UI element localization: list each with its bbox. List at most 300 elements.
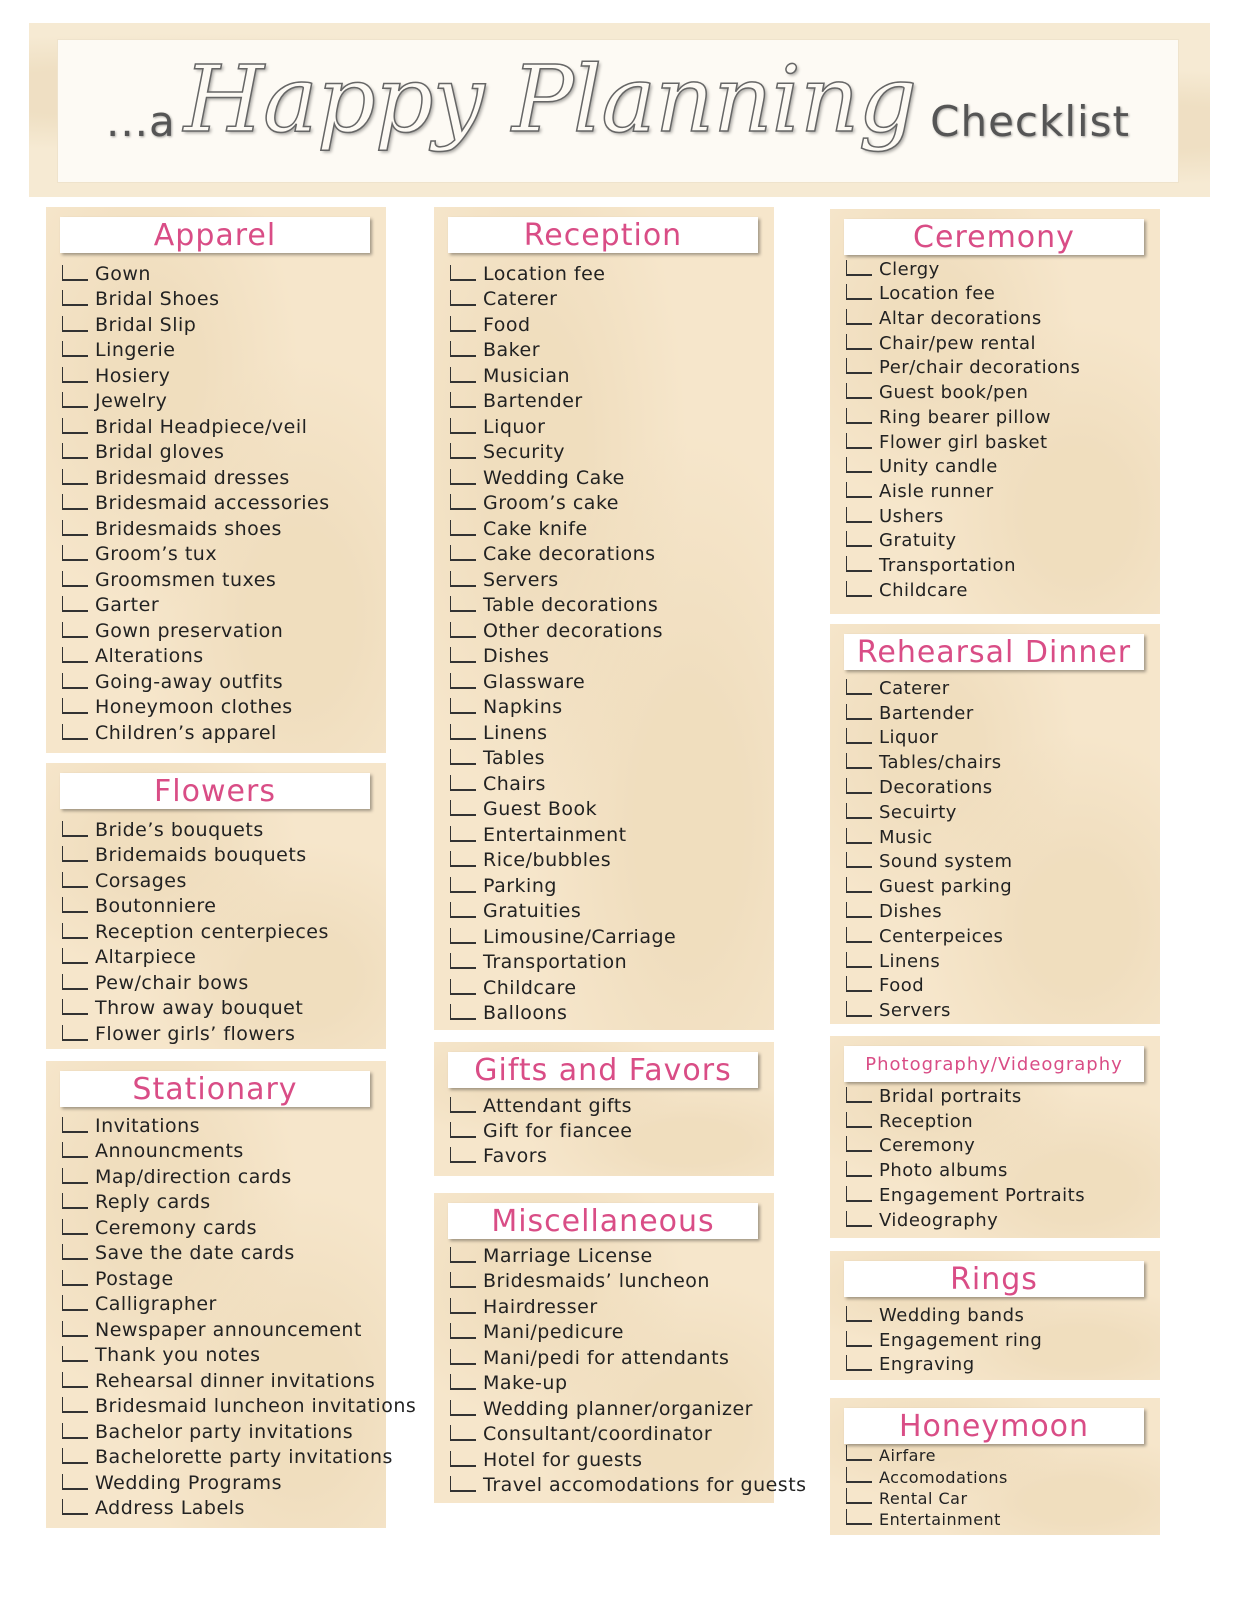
item-label: Jewelry <box>95 390 168 412</box>
checklist-item <box>846 428 1156 453</box>
checkbox-blank[interactable] <box>62 571 88 587</box>
checklist-item <box>62 1443 393 1469</box>
checklist-item <box>846 922 1156 947</box>
item-label: Dishes <box>483 645 550 667</box>
item-label: Engraving <box>879 1354 975 1376</box>
checklist-item <box>846 453 1156 478</box>
item-label: Bridesmaids shoes <box>95 517 282 540</box>
item-label: Save the date cards <box>95 1242 295 1264</box>
checkbox-blank[interactable] <box>846 976 872 992</box>
item-label: Wedding bands <box>879 1304 1025 1326</box>
checkbox-blank[interactable] <box>450 443 476 459</box>
checkbox-blank[interactable] <box>62 622 88 638</box>
checkbox-blank[interactable] <box>62 1142 88 1158</box>
item-label: Mani/pedi for attendants <box>483 1346 730 1369</box>
checkbox-blank[interactable] <box>450 902 476 918</box>
checkbox-blank[interactable] <box>846 457 872 473</box>
checkbox-blank[interactable] <box>62 673 88 689</box>
ceremony-section <box>830 209 1160 614</box>
item-label: Music <box>879 826 933 848</box>
checklist-item <box>62 514 382 540</box>
checkbox-blank[interactable] <box>450 953 476 969</box>
item-label: Gratuity <box>879 530 957 552</box>
checkbox-blank[interactable] <box>62 974 88 990</box>
checkbox-blank[interactable] <box>450 545 476 561</box>
checklist-item <box>846 1206 1156 1231</box>
item-label: Groomsmen tuxes <box>95 568 277 591</box>
checkbox-blank[interactable] <box>846 284 872 300</box>
item-label: Bridesmaid accessories <box>95 492 330 514</box>
item-label: Groom’s cake <box>483 492 619 514</box>
item-label: Secuirty <box>879 801 957 823</box>
checklist-item <box>62 540 382 566</box>
checkbox-blank[interactable] <box>62 265 88 281</box>
section-title: Gifts and Favors <box>448 1052 758 1088</box>
checklist-item <box>450 693 770 719</box>
checklist-item <box>62 892 382 918</box>
checklist-item <box>62 815 382 841</box>
checklist-item <box>846 1351 1156 1376</box>
checkbox-blank[interactable] <box>846 1161 872 1177</box>
checklist-item <box>846 304 1156 329</box>
item-label: Hosiery <box>95 364 171 387</box>
checklist-item <box>450 1267 770 1293</box>
checklist-items <box>846 255 1156 601</box>
checkbox-blank[interactable] <box>846 778 872 794</box>
item-label: Guest Book <box>483 798 598 820</box>
item-label: Rehearsal dinner invitations <box>95 1369 376 1392</box>
item-label: Glassware <box>483 670 586 693</box>
checklist-item <box>62 1213 382 1239</box>
checklist-item <box>62 1019 382 1045</box>
checklist-item <box>450 1092 770 1117</box>
item-label: Going-away outfits <box>95 670 284 693</box>
checkbox-blank[interactable] <box>450 1272 476 1288</box>
checkbox-blank[interactable] <box>846 1087 872 1103</box>
checkbox-blank[interactable] <box>846 852 872 868</box>
checkbox-blank[interactable] <box>450 469 476 485</box>
item-label: Liquor <box>879 727 939 749</box>
item-label: Entertainment <box>879 1510 1001 1530</box>
checkbox-blank[interactable] <box>450 494 476 510</box>
item-label: Dishes <box>879 900 943 922</box>
checklist-item <box>450 897 770 923</box>
checkbox-blank[interactable] <box>62 545 88 561</box>
checkbox-blank[interactable] <box>62 948 88 964</box>
item-label: Lingerie <box>95 339 176 361</box>
checklist-item <box>62 1239 382 1265</box>
checkbox-blank[interactable] <box>62 1168 88 1184</box>
checklist-item <box>846 972 1156 997</box>
checkbox-blank[interactable] <box>62 1397 88 1413</box>
checklist-item <box>450 514 770 540</box>
item-label: Per/chair decorations <box>879 357 1081 379</box>
item-label: Cake decorations <box>483 543 656 565</box>
checkbox-blank[interactable] <box>846 408 872 424</box>
item-label: Flower girl basket <box>879 431 1048 453</box>
checkbox-blank[interactable] <box>62 1499 88 1515</box>
checklist-item <box>62 336 382 362</box>
item-label: Mani/pedicure <box>483 1321 624 1343</box>
item-label: Wedding Cake <box>483 466 625 489</box>
section-title: Photography/Videography <box>844 1046 1144 1082</box>
item-label: Balloons <box>483 1002 568 1024</box>
checkbox-blank[interactable] <box>846 803 872 819</box>
section-title: Reception <box>448 217 758 253</box>
checklist-items <box>62 259 382 744</box>
item-label: Wedding planner/organizer <box>483 1397 753 1420</box>
item-label: Aisle runner <box>879 480 994 502</box>
item-label: Guest book/pen <box>879 382 1029 404</box>
checklist-item <box>846 1465 1156 1486</box>
item-label: Bridal portraits <box>879 1085 1022 1107</box>
checklist-items <box>450 1241 807 1496</box>
checklist-item <box>62 1290 382 1316</box>
checkbox-blank[interactable] <box>450 673 476 689</box>
checkbox-blank[interactable] <box>62 316 88 332</box>
checklist-item <box>846 527 1156 552</box>
checklist-item <box>62 917 382 943</box>
checkbox-blank[interactable] <box>62 1295 88 1311</box>
checkbox-blank[interactable] <box>846 482 872 498</box>
checklist-item <box>450 744 770 770</box>
checkbox-blank[interactable] <box>846 728 872 744</box>
item-label: Videography <box>879 1209 999 1231</box>
checklist-item <box>450 336 770 362</box>
checkbox-blank[interactable] <box>450 571 476 587</box>
checkbox-blank[interactable] <box>62 872 88 888</box>
checklist-item <box>450 1117 770 1142</box>
item-label: Consultant/coordinator <box>483 1423 713 1445</box>
item-label: Marriage License <box>483 1244 653 1267</box>
checkbox-blank[interactable] <box>62 341 88 357</box>
checklist-item <box>450 285 770 311</box>
checkbox-blank[interactable] <box>62 1193 88 1209</box>
checklist-item <box>846 823 1156 848</box>
checkbox-blank[interactable] <box>846 556 872 572</box>
item-label: Transportation <box>879 554 1016 576</box>
checkbox-blank[interactable] <box>62 897 88 913</box>
checkbox-blank[interactable] <box>450 698 476 714</box>
item-label: Sound system <box>879 851 1013 873</box>
checkbox-blank[interactable] <box>450 316 476 332</box>
checkbox-blank[interactable] <box>846 704 872 720</box>
checkbox-blank[interactable] <box>846 531 872 547</box>
checklist-item <box>450 1445 770 1471</box>
checklist-item <box>62 1264 382 1290</box>
item-label: Bride’s bouquets <box>95 818 264 841</box>
checkbox-blank[interactable] <box>450 647 476 663</box>
checklist-item <box>62 361 382 387</box>
checklist-item <box>62 994 382 1020</box>
honeymoon-section <box>830 1398 1160 1535</box>
checklist-item <box>846 1107 1156 1132</box>
checkbox-blank[interactable] <box>846 1488 872 1504</box>
checkbox-blank[interactable] <box>62 520 88 536</box>
checkbox-blank[interactable] <box>450 724 476 740</box>
checkbox-blank[interactable] <box>846 581 872 597</box>
checkbox-blank[interactable] <box>846 1445 872 1461</box>
checkbox-blank[interactable] <box>450 367 476 383</box>
item-label: Bridesmaid luncheon invitations <box>95 1395 417 1417</box>
item-label: Linens <box>483 721 548 744</box>
item-label: Linens <box>879 950 941 972</box>
item-label: Security <box>483 441 566 463</box>
item-label: Other decorations <box>483 619 664 642</box>
checklist-item <box>450 259 770 285</box>
checklist-item <box>450 820 770 846</box>
checklist-items <box>846 1082 1156 1231</box>
checkbox-blank[interactable] <box>62 469 88 485</box>
item-label: Guest parking <box>879 876 1013 898</box>
checkbox-blank[interactable] <box>450 520 476 536</box>
apparel-section <box>46 207 386 753</box>
checkbox-blank[interactable] <box>846 433 872 449</box>
checklist-item <box>62 667 382 693</box>
page-title <box>58 40 1178 182</box>
checkbox-blank[interactable] <box>62 1423 88 1439</box>
item-label: Bridal gloves <box>95 441 225 463</box>
checkbox-blank[interactable] <box>450 1147 476 1163</box>
checklist-item <box>62 616 382 642</box>
checklist-item <box>62 1315 382 1341</box>
checkbox-blank[interactable] <box>62 1025 88 1041</box>
item-label: Chairs <box>483 772 546 795</box>
item-label: Rice/bubbles <box>483 849 612 871</box>
checkbox-blank[interactable] <box>846 952 872 968</box>
item-label: Accomodations <box>879 1467 1008 1487</box>
checkbox-blank[interactable] <box>62 821 88 837</box>
checklist-item <box>62 1162 382 1188</box>
checkbox-blank[interactable] <box>450 1323 476 1339</box>
checkbox-blank[interactable] <box>846 334 872 350</box>
checklist-item <box>450 387 770 413</box>
checkbox-blank[interactable] <box>450 1374 476 1390</box>
checklist-item <box>846 1508 1156 1529</box>
checkbox-blank[interactable] <box>62 923 88 939</box>
item-label: Caterer <box>483 288 558 310</box>
checkbox-blank[interactable] <box>846 383 872 399</box>
checkbox-blank[interactable] <box>450 800 476 816</box>
checkbox-blank[interactable] <box>450 1122 476 1138</box>
checkbox-blank[interactable] <box>62 367 88 383</box>
checkbox-blank[interactable] <box>450 392 476 408</box>
checkbox-blank[interactable] <box>450 877 476 893</box>
checklist-item <box>62 438 382 464</box>
item-label: Photo albums <box>879 1160 1008 1182</box>
checklist-item <box>62 642 382 668</box>
checkbox-blank[interactable] <box>62 1244 88 1260</box>
checklist-item <box>846 280 1156 305</box>
checklist-item <box>846 872 1156 897</box>
item-label: Cake knife <box>483 517 588 540</box>
checkbox-blank[interactable] <box>846 358 872 374</box>
checkbox-blank[interactable] <box>62 1372 88 1388</box>
item-label: Wedding Programs <box>95 1471 282 1494</box>
checklist-item <box>450 871 770 897</box>
checkbox-blank[interactable] <box>450 979 476 995</box>
checkbox-blank[interactable] <box>62 724 88 740</box>
checklist-item <box>846 378 1156 403</box>
checkbox-blank[interactable] <box>450 596 476 612</box>
checkbox-blank[interactable] <box>62 1448 88 1464</box>
checkbox-blank[interactable] <box>846 679 872 695</box>
item-label: Bachelorette party invitations <box>95 1446 393 1468</box>
checklist-item <box>450 1394 770 1420</box>
checkbox-blank[interactable] <box>450 1400 476 1416</box>
item-label: Rental Car <box>879 1488 968 1508</box>
checkbox-blank[interactable] <box>450 1349 476 1365</box>
checkbox-blank[interactable] <box>846 507 872 523</box>
item-label: Bridemaids bouquets <box>95 844 307 866</box>
checklist-item <box>846 1301 1156 1326</box>
checkbox-blank[interactable] <box>62 1117 88 1133</box>
rehearsal-dinner-section <box>830 624 1160 1024</box>
checkbox-blank[interactable] <box>450 290 476 306</box>
item-label: Hairdresser <box>483 1295 598 1318</box>
item-label: Reply cards <box>95 1191 211 1213</box>
item-label: Thank you notes <box>95 1344 261 1366</box>
checkbox-blank[interactable] <box>62 596 88 612</box>
checkbox-blank[interactable] <box>450 1476 476 1492</box>
checkbox-blank[interactable] <box>62 846 88 862</box>
reception-section <box>434 207 774 1030</box>
checklist-item <box>450 310 770 336</box>
checkbox-blank[interactable] <box>62 418 88 434</box>
checkbox-blank[interactable] <box>846 1355 872 1371</box>
checkbox-blank[interactable] <box>846 1331 872 1347</box>
checklist-items <box>846 1444 1156 1529</box>
item-label: Centerpeices <box>879 925 1004 947</box>
checkbox-blank[interactable] <box>450 1097 476 1113</box>
checkbox-blank[interactable] <box>450 851 476 867</box>
checkbox-blank[interactable] <box>450 1298 476 1314</box>
item-label: Clergy <box>879 258 940 280</box>
item-label: Map/direction cards <box>95 1165 292 1188</box>
title-suffix: Checklist <box>930 97 1131 146</box>
checklist-item <box>846 255 1156 280</box>
checkbox-blank[interactable] <box>450 1451 476 1467</box>
checklist-item <box>846 724 1156 749</box>
checklist-item <box>450 438 770 464</box>
checkbox-blank[interactable] <box>62 1474 88 1490</box>
checkbox-blank[interactable] <box>846 902 872 918</box>
checkbox-blank[interactable] <box>846 1001 872 1017</box>
checkbox-blank[interactable] <box>450 928 476 944</box>
item-label: Transportation <box>483 951 628 973</box>
checkbox-blank[interactable] <box>450 775 476 791</box>
checklist-item <box>450 463 770 489</box>
item-label: Ceremony cards <box>95 1216 258 1239</box>
checkbox-blank[interactable] <box>62 290 88 306</box>
checkbox-blank[interactable] <box>62 443 88 459</box>
item-label: Newspaper announcement <box>95 1318 362 1341</box>
item-label: Ring bearer pillow <box>879 406 1051 428</box>
checklist-item <box>846 477 1156 502</box>
item-label: Honeymoon clothes <box>95 696 293 718</box>
checkbox-blank[interactable] <box>450 265 476 281</box>
checklist-item <box>450 718 770 744</box>
checkbox-blank[interactable] <box>62 1346 88 1362</box>
checkbox-blank[interactable] <box>450 1247 476 1263</box>
checkbox-blank[interactable] <box>846 1211 872 1227</box>
checklist-item <box>450 1420 770 1446</box>
checkbox-blank[interactable] <box>62 698 88 714</box>
checkbox-blank[interactable] <box>62 647 88 663</box>
section-title: Miscellaneous <box>448 1203 758 1239</box>
checkbox-blank[interactable] <box>846 1186 872 1202</box>
checklist-item <box>846 1082 1156 1107</box>
item-label: Reception centerpieces <box>95 920 329 943</box>
item-label: Reception <box>879 1110 974 1132</box>
checkbox-blank[interactable] <box>846 1112 872 1128</box>
item-label: Limousine/Carriage <box>483 925 677 948</box>
checklist-item <box>846 1444 1156 1465</box>
checklist-item <box>450 1292 770 1318</box>
checkbox-blank[interactable] <box>846 1136 872 1152</box>
checklist-item <box>62 1111 382 1137</box>
item-label: Alterations <box>95 645 204 667</box>
checkbox-blank[interactable] <box>62 1219 88 1235</box>
checkbox-blank[interactable] <box>62 1270 88 1286</box>
item-label: Announcments <box>95 1140 244 1162</box>
item-label: Tables/chairs <box>879 752 1002 774</box>
checkbox-blank[interactable] <box>846 1306 872 1322</box>
checkbox-blank[interactable] <box>62 392 88 408</box>
checkbox-blank[interactable] <box>450 1425 476 1441</box>
checkbox-blank[interactable] <box>846 1509 872 1525</box>
checklist-item <box>62 285 382 311</box>
section-title: Apparel <box>60 217 370 253</box>
item-label: Food <box>483 313 531 336</box>
checkbox-blank[interactable] <box>450 826 476 842</box>
checkbox-blank[interactable] <box>450 418 476 434</box>
checkbox-blank[interactable] <box>62 494 88 510</box>
checkbox-blank[interactable] <box>450 1004 476 1020</box>
checklist-items <box>450 1092 770 1167</box>
checkbox-blank[interactable] <box>846 927 872 943</box>
checkbox-blank[interactable] <box>846 309 872 325</box>
checkbox-blank[interactable] <box>62 1321 88 1337</box>
checklist-item <box>450 1241 770 1267</box>
item-label: Bridal Shoes <box>95 288 220 310</box>
checkbox-blank[interactable] <box>450 749 476 765</box>
checkbox-blank[interactable] <box>846 260 872 276</box>
checklist-item <box>450 1471 807 1497</box>
item-label: Servers <box>879 1000 951 1022</box>
checklist-item <box>846 699 1156 724</box>
checkbox-blank[interactable] <box>62 999 88 1015</box>
checkbox-blank[interactable] <box>450 622 476 638</box>
checklist-item <box>62 693 382 719</box>
checkbox-blank[interactable] <box>846 1467 872 1483</box>
checklist-items <box>846 674 1156 1021</box>
item-label: Groom’s tux <box>95 543 218 565</box>
checklist-item <box>846 674 1156 699</box>
checklist-item <box>846 551 1156 576</box>
item-label: Bridal Slip <box>95 313 197 336</box>
checkbox-blank[interactable] <box>846 877 872 893</box>
checklist-item <box>846 947 1156 972</box>
item-label: Corsages <box>95 869 187 892</box>
section-title: Ceremony <box>844 219 1144 255</box>
checkbox-blank[interactable] <box>450 341 476 357</box>
checkbox-blank[interactable] <box>846 828 872 844</box>
checklist-item <box>450 846 770 872</box>
checklist-item <box>846 996 1156 1021</box>
checklist-item <box>62 1392 417 1418</box>
checkbox-blank[interactable] <box>846 753 872 769</box>
